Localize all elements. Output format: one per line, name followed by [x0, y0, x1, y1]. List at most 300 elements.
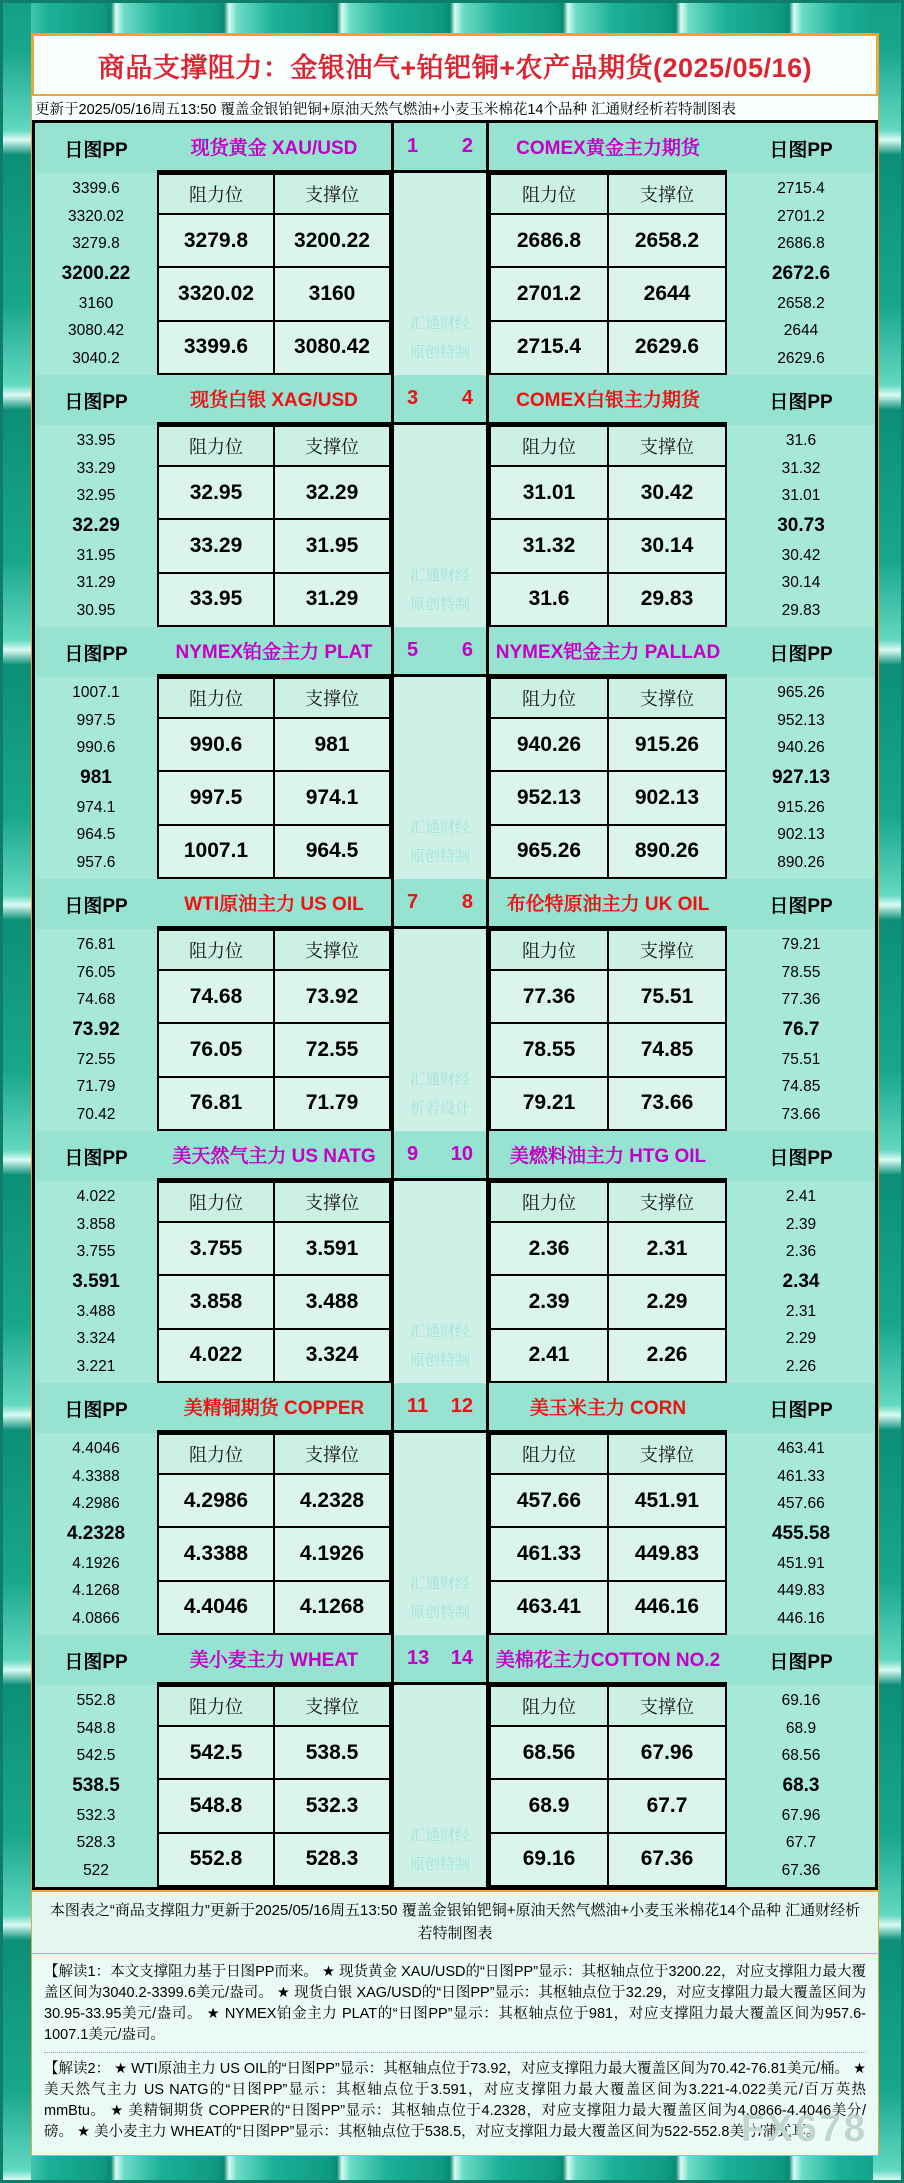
pp-level: 461.33 — [777, 1467, 825, 1485]
support-value-cell: 67.36 — [608, 1833, 726, 1886]
pp-level: 33.29 — [76, 459, 116, 477]
pp-level: 33.95 — [76, 431, 116, 449]
watermark-line-2: 原创特制 — [409, 847, 470, 865]
table-row — [158, 1527, 390, 1580]
resistance-value-cell: 2.39 — [490, 1275, 608, 1328]
table-row — [490, 1726, 726, 1779]
pp-level-list-left — [35, 1181, 157, 1383]
pp-level: 3.221 — [76, 1358, 116, 1376]
table-row — [490, 1779, 726, 1832]
note-paragraph-2: 【解读2： ★ WTI原油主力 US OIL的“日图PP”显示：其枢轴点位于73.92，对应支撑阻力最大覆盖区间为70.42-76.81美元/桶。 ★ 美天然气主力 US NATG的“日图PP”显示：其枢轴点位于3.591，对应支撑阻力最大覆盖区间为3.221-4.022美元/百万英热mmBtu。 ★ 美精铜期货 COPPER的“日图PP”显示：其枢轴点位于4.2328，对应支撑阻力最大覆盖区间为4.0866-4.4046美分/磅。 ★ 美小麦主力 WHEAT的“日图PP”显示：其枢轴点位于538.5，对应支撑阻力最大覆盖区间为522-552.8美分/蒲式耳。 — [44, 2052, 866, 2143]
support-value-cell: 30.42 — [608, 466, 726, 519]
resistance-header: 阻力位 — [490, 1434, 608, 1474]
index-number-left: 9 — [407, 1143, 419, 1165]
table-row — [158, 1023, 390, 1076]
pp-level: 67.7 — [785, 1834, 817, 1852]
panel-body — [35, 677, 875, 879]
support-value-cell: 4.2328 — [274, 1474, 390, 1527]
instrument-panels — [32, 120, 878, 1890]
pivot-level: 4.2328 — [66, 1522, 126, 1544]
pp-level: 915.26 — [777, 798, 825, 816]
pp-level: 31.6 — [785, 431, 817, 449]
panel-header-band — [35, 123, 875, 173]
resistance-value-cell: 542.5 — [158, 1726, 274, 1779]
pp-level: 3.324 — [76, 1330, 116, 1348]
table-row — [490, 321, 726, 374]
instrument-title-left: NYMEX铂金主力 PLAT — [157, 627, 391, 677]
resistance-value-cell: 552.8 — [158, 1833, 274, 1886]
support-value-cell: 2629.6 — [608, 321, 726, 374]
pp-level: 30.42 — [781, 546, 821, 564]
levels-table-header-row — [490, 1686, 726, 1726]
table-row — [158, 214, 390, 267]
index-number-cell — [391, 627, 489, 677]
pp-level: 965.26 — [777, 683, 825, 701]
panel-header-band — [35, 375, 875, 425]
pivot-level: 927.13 — [771, 766, 831, 788]
table-row — [158, 466, 390, 519]
levels-table — [489, 1685, 727, 1887]
levels-table-left — [157, 173, 391, 375]
resistance-value-cell: 2.36 — [490, 1222, 608, 1275]
instrument-title-right: COMEX白银主力期货 — [489, 375, 727, 425]
table-row — [158, 1779, 390, 1832]
support-value-cell: 31.95 — [274, 519, 390, 572]
index-number-right: 2 — [461, 135, 473, 157]
index-number-cell — [391, 1635, 489, 1685]
brand-watermark — [394, 562, 486, 619]
index-number-left: 13 — [407, 1647, 430, 1669]
pp-level-list-right — [727, 1433, 875, 1635]
watermark-line-2: 原创特制 — [409, 1855, 470, 1873]
middle-spacer-cell — [391, 173, 489, 375]
resistance-value-cell: 3320.02 — [158, 267, 274, 320]
table-row — [490, 466, 726, 519]
pp-level: 940.26 — [777, 739, 825, 757]
resistance-value-cell: 457.66 — [490, 1474, 608, 1527]
pp-level: 69.16 — [781, 1691, 821, 1709]
pp-level-list-left — [35, 1685, 157, 1887]
pp-level: 4.022 — [76, 1187, 116, 1205]
pp-level: 31.01 — [781, 487, 821, 505]
pp-level: 3399.6 — [72, 179, 120, 197]
table-row — [490, 1527, 726, 1580]
watermark-line-2: 原创特制 — [409, 595, 470, 613]
levels-table-header-row — [490, 930, 726, 970]
table-row — [490, 1222, 726, 1275]
support-value-cell: 3.591 — [274, 1222, 390, 1275]
resistance-value-cell: 3279.8 — [158, 214, 274, 267]
resistance-header: 阻力位 — [490, 930, 608, 970]
instrument-title-right: 布伦特原油主力 UK OIL — [489, 879, 727, 929]
table-row — [158, 321, 390, 374]
instrument-title-left: 美天然气主力 US NATG — [157, 1131, 391, 1181]
levels-table — [489, 677, 727, 879]
support-header: 支撑位 — [608, 930, 726, 970]
index-number-left: 3 — [407, 387, 419, 409]
pp-level: 3279.8 — [72, 235, 120, 253]
support-value-cell: 31.29 — [274, 573, 390, 626]
levels-table-right — [489, 173, 727, 375]
panel-body — [35, 1181, 875, 1383]
support-value-cell: 4.1926 — [274, 1527, 390, 1580]
levels-table-header-row — [490, 426, 726, 466]
support-value-cell: 3.324 — [274, 1329, 390, 1382]
levels-table-right — [489, 425, 727, 627]
brand-watermark — [394, 814, 486, 871]
index-number-cell — [391, 1383, 489, 1433]
levels-table — [157, 1433, 391, 1635]
table-row — [490, 267, 726, 320]
pp-level: 451.91 — [777, 1554, 825, 1572]
table-row — [158, 1474, 390, 1527]
pp-level: 3.488 — [76, 1302, 116, 1320]
levels-table-left — [157, 1181, 391, 1383]
pp-level: 522 — [83, 1862, 109, 1880]
panel-header-band — [35, 879, 875, 929]
resistance-value-cell: 1007.1 — [158, 825, 274, 878]
levels-table — [489, 425, 727, 627]
pp-level: 76.05 — [76, 963, 116, 981]
index-number-cell — [391, 375, 489, 425]
pivot-level: 73.92 — [72, 1018, 120, 1040]
pp-level: 2.36 — [785, 1243, 817, 1261]
resistance-value-cell: 461.33 — [490, 1527, 608, 1580]
fx678-watermark: FX678 — [741, 2108, 868, 2150]
resistance-value-cell: 68.9 — [490, 1779, 608, 1832]
pp-level: 2.41 — [785, 1187, 817, 1205]
support-value-cell: 3080.42 — [274, 321, 390, 374]
pp-level: 890.26 — [777, 854, 825, 872]
pp-level: 2686.8 — [777, 235, 825, 253]
watermark-line-2: 原创特制 — [409, 343, 470, 361]
resistance-value-cell: 31.01 — [490, 466, 608, 519]
pp-level: 964.5 — [76, 826, 116, 844]
support-value-cell: 32.29 — [274, 466, 390, 519]
index-number-right: 8 — [461, 891, 473, 913]
brand-watermark — [394, 310, 486, 367]
watermark-line-2: 原创特制 — [409, 1603, 470, 1621]
support-value-cell: 981 — [274, 718, 390, 771]
resistance-value-cell: 4.022 — [158, 1329, 274, 1382]
levels-table-left — [157, 1433, 391, 1635]
pivot-level: 981 — [80, 766, 112, 788]
resistance-value-cell: 68.56 — [490, 1726, 608, 1779]
levels-table-header-row — [490, 678, 726, 718]
levels-table-left — [157, 929, 391, 1131]
levels-table-header-row — [158, 426, 390, 466]
support-value-cell: 446.16 — [608, 1581, 726, 1634]
levels-table-right — [489, 1433, 727, 1635]
panel-row — [35, 627, 875, 879]
resistance-header: 阻力位 — [490, 1686, 608, 1726]
table-row — [158, 1726, 390, 1779]
support-value-cell: 915.26 — [608, 718, 726, 771]
watermark-line-1: 汇通财经 — [409, 567, 470, 584]
frame-tile-border-left — [3, 3, 31, 2180]
watermark-line-2: 析若设计 — [409, 1099, 470, 1117]
table-row — [490, 1023, 726, 1076]
resistance-header: 阻力位 — [490, 1182, 608, 1222]
pp-level-list-left — [35, 677, 157, 879]
pp-level: 67.36 — [781, 1862, 821, 1880]
resistance-value-cell: 78.55 — [490, 1023, 608, 1076]
table-row — [158, 1329, 390, 1382]
pp-header-label: 日图PP — [64, 895, 128, 917]
support-value-cell: 73.92 — [274, 970, 390, 1023]
resistance-value-cell: 965.26 — [490, 825, 608, 878]
resistance-value-cell: 2701.2 — [490, 267, 608, 320]
watermark-line-2: 原创特制 — [409, 1351, 470, 1369]
pp-level-list-left — [35, 1433, 157, 1635]
levels-table-header-row — [490, 1182, 726, 1222]
pp-level: 4.4046 — [72, 1439, 120, 1457]
pp-level: 74.85 — [781, 1078, 821, 1096]
middle-spacer-cell — [391, 929, 489, 1131]
support-header: 支撑位 — [274, 1182, 390, 1222]
pp-level-list-right — [727, 929, 875, 1131]
instrument-title-right: 美棉花主力COTTON NO.2 — [489, 1635, 727, 1685]
resistance-value-cell: 3.858 — [158, 1275, 274, 1328]
page-title: 商品支撑阻力：金银油气+铂钯铜+农产品期货(2025/05/16) — [97, 52, 813, 83]
pp-level: 2.31 — [785, 1302, 817, 1320]
instrument-title-right: 美燃料油主力 HTG OIL — [489, 1131, 727, 1181]
middle-spacer-cell — [391, 1433, 489, 1635]
levels-table — [489, 173, 727, 375]
pp-level: 2701.2 — [777, 207, 825, 225]
pp-level: 79.21 — [781, 935, 821, 953]
panel-header-band — [35, 1383, 875, 1433]
index-number-left: 1 — [407, 135, 419, 157]
index-number-left: 7 — [407, 891, 419, 913]
pp-level: 32.95 — [76, 487, 116, 505]
pp-level-list-right — [727, 677, 875, 879]
resistance-value-cell: 4.4046 — [158, 1581, 274, 1634]
resistance-value-cell: 77.36 — [490, 970, 608, 1023]
support-value-cell: 2644 — [608, 267, 726, 320]
support-value-cell: 75.51 — [608, 970, 726, 1023]
pp-level: 77.36 — [781, 991, 821, 1009]
index-number-right: 14 — [450, 1647, 473, 1669]
pp-header-label: 日图PP — [64, 643, 128, 665]
resistance-header: 阻力位 — [158, 1434, 274, 1474]
pp-level-list-right — [727, 425, 875, 627]
levels-table — [157, 677, 391, 879]
index-number-right: 12 — [450, 1395, 473, 1417]
levels-table-right — [489, 677, 727, 879]
support-value-cell: 29.83 — [608, 573, 726, 626]
pp-level: 463.41 — [777, 1439, 825, 1457]
pivot-level: 2.34 — [782, 1270, 820, 1292]
resistance-value-cell: 463.41 — [490, 1581, 608, 1634]
pp-level: 2.29 — [785, 1330, 817, 1348]
update-line: 更新于2025/05/16周五13:50 覆盖金银铂钯铜+原油天然气燃油+小麦玉米棉花14个品种 汇通财经析若特制图表 — [32, 96, 878, 120]
support-header: 支撑位 — [274, 426, 390, 466]
levels-table — [157, 425, 391, 627]
pp-level: 552.8 — [76, 1691, 116, 1709]
support-value-cell: 528.3 — [274, 1833, 390, 1886]
support-header: 支撑位 — [274, 174, 390, 214]
support-header: 支撑位 — [274, 930, 390, 970]
content-box — [31, 33, 879, 2156]
pp-header-label: 日图PP — [64, 139, 128, 161]
pp-level: 4.1268 — [72, 1582, 120, 1600]
levels-table — [157, 929, 391, 1131]
resistance-header: 阻力位 — [490, 174, 608, 214]
resistance-value-cell: 4.3388 — [158, 1527, 274, 1580]
table-row — [490, 1329, 726, 1382]
pivot-level: 3200.22 — [61, 262, 131, 284]
instrument-title-left: 现货白银 XAG/USD — [157, 375, 391, 425]
levels-table — [489, 1433, 727, 1635]
support-value-cell: 67.7 — [608, 1779, 726, 1832]
pp-level-list-right — [727, 1685, 875, 1887]
instrument-title-right: COMEX黄金主力期货 — [489, 123, 727, 173]
pp-level: 2.26 — [785, 1358, 817, 1376]
pp-level: 3080.42 — [67, 322, 125, 340]
resistance-value-cell: 32.95 — [158, 466, 274, 519]
table-row — [490, 1833, 726, 1886]
levels-table — [157, 1181, 391, 1383]
pp-level: 952.13 — [777, 711, 825, 729]
table-row — [158, 825, 390, 878]
panel-header-band — [35, 1635, 875, 1685]
pp-level-list-right — [727, 1181, 875, 1383]
resistance-value-cell: 69.16 — [490, 1833, 608, 1886]
pp-header-label: 日图PP — [769, 1399, 833, 1421]
table-row — [158, 519, 390, 572]
pivot-level: 3.591 — [72, 1270, 120, 1292]
resistance-value-cell: 548.8 — [158, 1779, 274, 1832]
resistance-header: 阻力位 — [490, 426, 608, 466]
table-row — [490, 718, 726, 771]
pp-level: 3320.02 — [67, 207, 125, 225]
resistance-value-cell: 997.5 — [158, 771, 274, 824]
panel-header-band — [35, 627, 875, 677]
levels-table — [157, 1685, 391, 1887]
pp-level: 542.5 — [76, 1747, 116, 1765]
pp-level: 2629.6 — [777, 350, 825, 368]
panel-row — [35, 1131, 875, 1383]
levels-table-right — [489, 1181, 727, 1383]
instrument-title-right: 美玉米主力 CORN — [489, 1383, 727, 1433]
resistance-value-cell: 3399.6 — [158, 321, 274, 374]
pp-level: 2644 — [783, 322, 819, 340]
resistance-value-cell: 79.21 — [490, 1077, 608, 1130]
resistance-value-cell: 76.05 — [158, 1023, 274, 1076]
resistance-value-cell: 990.6 — [158, 718, 274, 771]
table-row — [158, 718, 390, 771]
pp-level: 76.81 — [76, 935, 116, 953]
levels-table — [489, 929, 727, 1131]
support-value-cell: 67.96 — [608, 1726, 726, 1779]
pp-level: 990.6 — [76, 739, 116, 757]
pp-level: 4.2986 — [72, 1495, 120, 1513]
support-header: 支撑位 — [608, 1434, 726, 1474]
watermark-line-1: 汇通财经 — [409, 315, 470, 332]
instrument-title-right: NYMEX钯金主力 PALLAD — [489, 627, 727, 677]
pp-level: 957.6 — [76, 854, 116, 872]
levels-table-header-row — [158, 174, 390, 214]
pp-level: 68.56 — [781, 1747, 821, 1765]
pp-level: 4.1926 — [72, 1554, 120, 1572]
resistance-header: 阻力位 — [158, 1686, 274, 1726]
index-number-cell — [391, 879, 489, 929]
support-header: 支撑位 — [608, 174, 726, 214]
levels-table — [157, 173, 391, 375]
support-value-cell: 3200.22 — [274, 214, 390, 267]
brand-watermark — [394, 1066, 486, 1123]
support-value-cell: 71.79 — [274, 1077, 390, 1130]
support-value-cell: 3.488 — [274, 1275, 390, 1328]
resistance-value-cell: 76.81 — [158, 1077, 274, 1130]
support-header: 支撑位 — [608, 1686, 726, 1726]
pp-level: 73.66 — [781, 1106, 821, 1124]
levels-table-header-row — [158, 1434, 390, 1474]
pp-level: 997.5 — [76, 711, 116, 729]
pp-header-label: 日图PP — [64, 1147, 128, 1169]
table-row — [490, 970, 726, 1023]
panel-row — [35, 123, 875, 375]
levels-table — [489, 1181, 727, 1383]
table-row — [158, 771, 390, 824]
resistance-header: 阻力位 — [158, 426, 274, 466]
resistance-value-cell: 4.2986 — [158, 1474, 274, 1527]
middle-spacer-cell — [391, 1685, 489, 1887]
levels-table-left — [157, 425, 391, 627]
pp-level: 532.3 — [76, 1806, 116, 1824]
panel-row — [35, 879, 875, 1131]
levels-table-right — [489, 929, 727, 1131]
support-header: 支撑位 — [608, 426, 726, 466]
pp-level: 2658.2 — [777, 294, 825, 312]
panel-body — [35, 1433, 875, 1635]
support-value-cell: 449.83 — [608, 1527, 726, 1580]
index-number-left: 5 — [407, 639, 419, 661]
pp-header-label: 日图PP — [769, 895, 833, 917]
index-number-right: 10 — [450, 1143, 473, 1165]
table-row — [158, 267, 390, 320]
watermark-line-1: 汇通财经 — [409, 1827, 470, 1844]
pp-level: 29.83 — [781, 602, 821, 620]
resistance-value-cell: 952.13 — [490, 771, 608, 824]
support-value-cell: 964.5 — [274, 825, 390, 878]
notes-section — [32, 1954, 878, 2155]
pp-level: 70.42 — [76, 1106, 116, 1124]
resistance-header: 阻力位 — [158, 1182, 274, 1222]
pp-header-label: 日图PP — [64, 1651, 128, 1673]
pp-level: 457.66 — [777, 1495, 825, 1513]
watermark-line-1: 汇通财经 — [409, 1071, 470, 1088]
table-row — [490, 214, 726, 267]
table-row — [490, 825, 726, 878]
instrument-title-left: 现货黄金 XAU/USD — [157, 123, 391, 173]
levels-table-left — [157, 677, 391, 879]
panel-body — [35, 1685, 875, 1887]
table-row — [490, 771, 726, 824]
pp-level: 3.755 — [76, 1243, 116, 1261]
panel-body — [35, 425, 875, 627]
pp-level: 446.16 — [777, 1610, 825, 1628]
levels-table-header-row — [158, 1686, 390, 1726]
pivot-level: 68.3 — [782, 1774, 820, 1796]
pp-level: 902.13 — [777, 826, 825, 844]
panel-body — [35, 173, 875, 375]
pp-level: 3.858 — [76, 1215, 116, 1233]
support-header: 支撑位 — [608, 678, 726, 718]
note-paragraph-1: 【解读1：本文支撑阻力基于日图PP而来。 ★ 现货黄金 XAU/USD的“日图PP”显示：其枢轴点位于3200.22，对应支撑阻力最大覆盖区间为3040.2-3399.6美元/盎司。 ★ 现货白银 XAG/USD的“日图PP”显示：其枢轴点位于32.29，对应支撑阻力最大覆盖区间为30.95-33.95美元/盎司。 ★ NYMEX铂金主力 PLAT的“日图PP”显示：其枢轴点位于981，对应支撑阻力最大覆盖区间为957.6-1007.1美元/盎司。 — [44, 1964, 866, 2044]
resistance-header: 阻力位 — [158, 174, 274, 214]
